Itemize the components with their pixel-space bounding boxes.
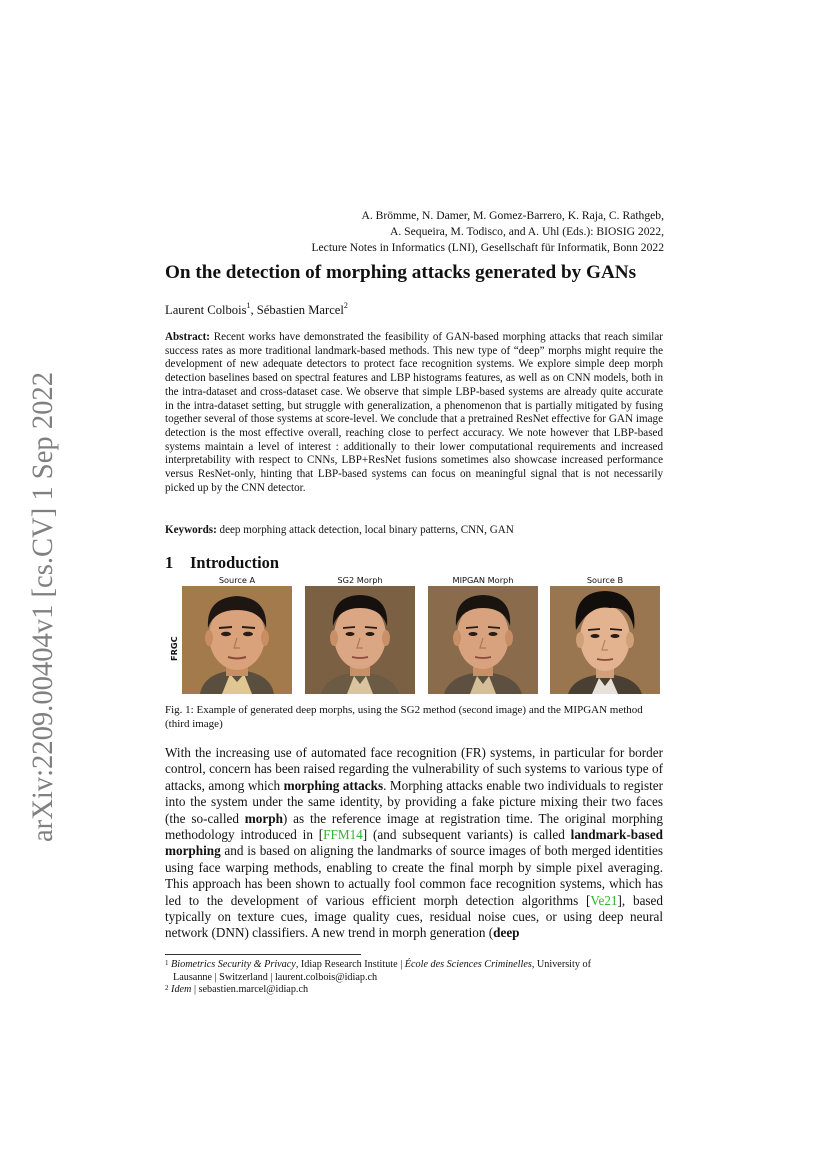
- section-title: Introduction: [190, 553, 279, 572]
- proceedings-header: [311, 208, 664, 256]
- keywords-text: deep morphing attack detection, local binary patterns, CNN, GAN: [216, 524, 514, 536]
- footnote-1: [165, 959, 663, 972]
- body-bold-term: landmark-based morphing: [165, 827, 664, 859]
- footnote-text: | sebastien.marcel@idiap.ch: [191, 984, 309, 996]
- body-bold-term: deep: [493, 925, 520, 941]
- header-line-2: A. Sequeira, M. Todisco, and A. Uhl (Eds.): BIOSIG 2022,: [390, 225, 664, 238]
- abstract-text: Recent works have demonstrated the feasibility of GAN-based morphing attacks that reach similar success rates as more traditional landmark-based methods. This new type of “deep” morphs might require the development of new adequate detectors to protect face recognition systems. We explore simple deep morph detection baselines based on spectral features and LBP histograms features, as well as on CNN models, both in the intra-dataset and cross-dataset case. We observe that simple LBP-based systems are already quite accurate in the intra-dataset setting, but struggle with generalization, a phenomenon that is partially mitigated by fusing together several of those systems at score-level. We conclude that a pretrained ResNet effective for GAN image detection is the most effective overall, reaching close to perfect accuracy. We note however that LBP-based systems maintain a level of interest : additionally to their lower computational requirements and increased interpretability with respect to CNNs, LBP+ResNet fusions sometimes also showcase increased performance versus ResNet-only, hinting that LBP-based systems can focus on meaningful signal that is not necessarily picked up by the CNN detector.: [165, 331, 663, 494]
- body-text-run: . Morphing attacks enable two individuals to register into the system under the same identity, by providing a fake picture mixing their two faces (the so-called: [165, 777, 664, 826]
- figure-row-label-text: FRGC: [169, 636, 179, 661]
- footnote-text: Biometrics Security & Privacy: [171, 959, 296, 970]
- author-1: Laurent Colbois: [165, 303, 247, 317]
- abstract: [165, 331, 663, 495]
- citation-link[interactable]: Ve21: [590, 892, 618, 908]
- author-separator: ,: [250, 303, 257, 317]
- figure-column-label: Source B: [586, 575, 624, 585]
- body-text-run: ], based typically on texture cues, image quality cues, residual noise cues, or using deep neural network (DNN) classifiers. A new trend in morph generation (: [165, 892, 664, 941]
- header-line-3: Lecture Notes in Informatics (LNI), Gesellschaft für Informatik, Bonn 2022: [311, 241, 664, 254]
- body-bold-term: morph: [244, 810, 283, 826]
- footnote-rule: [165, 954, 361, 955]
- citation-link[interactable]: FFM14: [323, 827, 363, 843]
- figure-caption: Fig. 1: Example of generated deep morphs, using the SG2 method (second image) and the MIPGAN method (third image): [165, 704, 643, 730]
- face-image-source-a: [182, 586, 292, 694]
- footnote-2: [165, 984, 663, 997]
- header-line-1: A. Brömme, N. Damer, M. Gomez-Barrero, K. Raja, C. Rathgeb,: [361, 209, 664, 222]
- section-heading: [165, 553, 279, 573]
- paper-title: On the detection of morphing attacks generated by GANs: [165, 262, 637, 283]
- author-2: Sébastien Marcel: [256, 303, 344, 317]
- footnote-text: , University of: [531, 959, 591, 970]
- body-text-run: With the increasing use of automated face recognition (FR) systems, in particular for border control, concern has been raised regarding the vulnerability of such systems to various type of attacks, among which: [165, 745, 663, 793]
- keywords-label: Keywords:: [165, 524, 217, 536]
- arxiv-stamp-text: arXiv:2209.00404v1 [cs.CV] 1 Sep 2022: [27, 370, 59, 842]
- body-bold-term: morphing attacks: [283, 777, 384, 793]
- footnote-text: Idem: [171, 984, 192, 996]
- footnote-1-line-2: Lausanne | Switzerland | laurent.colbois@idiap.ch: [173, 971, 378, 983]
- author-list: [165, 303, 348, 318]
- body-text-run: and is based on aligning the landmarks of source images of both merged identities using face warping methods, enabling to create the final morph by simple pixel averaging. This approach has been shown to actually fool common face recognition systems, which has led to the development of various efficient morph detection algorithms [: [165, 843, 663, 908]
- author-1-affiliation-mark: 1: [246, 301, 251, 310]
- figure-column-label: SG2 Morph: [337, 575, 383, 585]
- author-2-affiliation-mark: 2: [343, 301, 348, 310]
- keywords: [165, 524, 663, 536]
- footnote-text: , Idiap Research Institute |: [295, 959, 405, 970]
- body-text-run: ) as the reference image at registration time. The original morphing methodology introduced in [: [165, 810, 663, 843]
- figure-row-label: [164, 632, 182, 662]
- face-image-sg2-morph: [305, 586, 415, 694]
- face-image-source-b: [550, 586, 660, 694]
- arxiv-stamp: [12, 370, 64, 845]
- figure-column-label: MIPGAN Morph: [452, 575, 514, 585]
- section-number: 1: [165, 553, 174, 572]
- footnote-text: École des Sciences Criminelles: [404, 959, 532, 970]
- footnote-mark: 1: [165, 959, 169, 967]
- abstract-label: Abstract:: [165, 331, 210, 343]
- footnotes: [165, 959, 663, 997]
- figure-column-label: Source A: [218, 575, 256, 585]
- footnote-mark: 2: [165, 984, 169, 993]
- intro-paragraph: [165, 745, 663, 942]
- face-image-mipgan-morph: [428, 586, 538, 694]
- body-text-run: ] (and subsequent variants) is called: [362, 827, 571, 843]
